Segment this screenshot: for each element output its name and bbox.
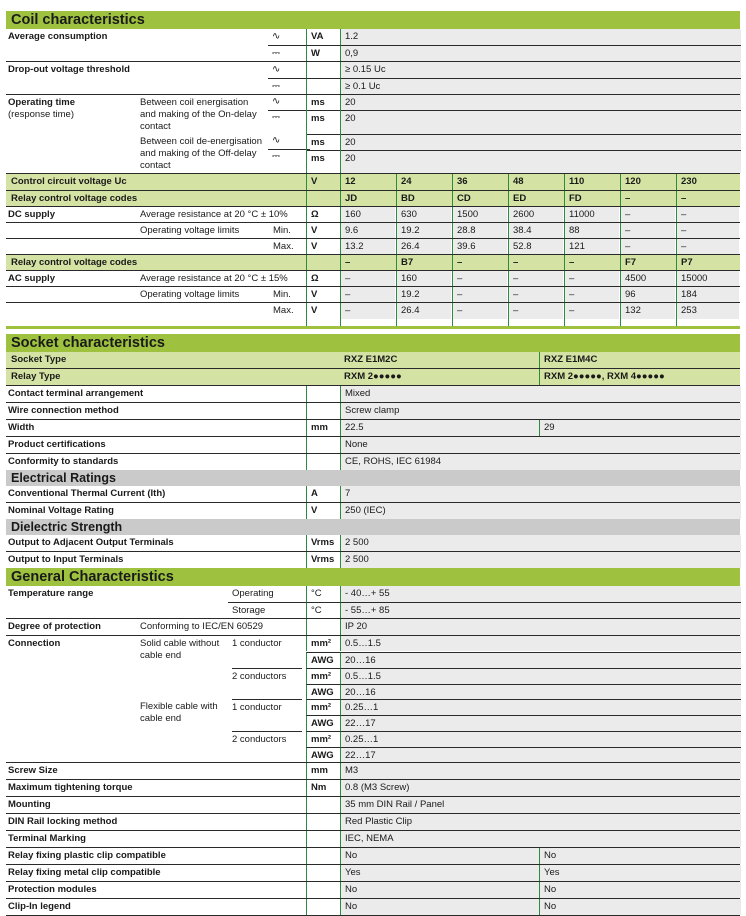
cell: 36 [452, 174, 507, 190]
line: Between coil de-energisation [140, 136, 262, 147]
row-average-consumption-ac [6, 29, 740, 45]
label: Socket Type [11, 354, 67, 365]
unit: V [306, 287, 340, 303]
cell: – [508, 271, 563, 287]
sub-label: Average resistance at 20 °C ± 10% [140, 209, 288, 220]
value: No [340, 848, 540, 864]
unit: mm² [306, 668, 340, 684]
row-ac-resistance [6, 270, 740, 287]
value: 0.5…1.5 [340, 668, 741, 684]
relay-type-2: RXM 2●●●●●, RXM 4●●●●● [539, 369, 665, 385]
unit: V [306, 223, 340, 239]
line: contact [140, 121, 171, 132]
general-rows [6, 762, 740, 915]
table-row [6, 830, 740, 847]
cell: 24 [396, 174, 451, 190]
value: 22…17 [340, 715, 741, 731]
value: 0.8 (M3 Screw) [340, 780, 741, 796]
cell: CD [452, 191, 507, 207]
cell: P7 [676, 255, 739, 271]
value: Yes [340, 865, 540, 881]
row-label: Terminal Marking [8, 833, 86, 844]
value: IEC, NEMA [340, 831, 741, 847]
row-operating-time [6, 94, 740, 173]
solid-cable-label [140, 638, 219, 662]
ac-icon: ∿ [272, 135, 281, 146]
unit [306, 814, 340, 830]
line: and making of the On-delay [140, 109, 257, 120]
value: 1.2 [340, 29, 741, 45]
table-row [6, 486, 740, 502]
unit [306, 454, 340, 470]
label: Degree of protection [8, 621, 101, 632]
value: No [340, 899, 540, 915]
line: Flexible cable with [140, 701, 218, 712]
row-label: Relay fixing plastic clip compatible [8, 850, 166, 861]
table-row [6, 762, 740, 779]
unit: ms [307, 150, 340, 173]
row-socket-type [6, 352, 740, 368]
table-row [6, 881, 740, 898]
value: ≥ 0.15 Uc [340, 62, 741, 78]
cell: – [452, 303, 507, 319]
unit [306, 437, 340, 453]
value-2: 29 [539, 420, 741, 436]
unit: AWG [306, 715, 340, 731]
ac-icon: ∿ [272, 64, 281, 75]
cell: 120 [620, 174, 675, 190]
cell: 184 [676, 287, 739, 303]
cell: – [508, 255, 563, 271]
cell: 110 [564, 174, 619, 190]
cell: 13.2 [340, 239, 395, 255]
socket-type-1: RXZ E1M2C [344, 354, 398, 365]
sub-label: Operating voltage limits [140, 225, 240, 236]
value: 20…16 [340, 652, 741, 668]
flexible-cable-label [140, 701, 218, 725]
label-line2: (response time) [8, 109, 74, 120]
table-row [6, 453, 740, 470]
sub-label: Operating voltage limits [140, 289, 240, 300]
line: cable end [140, 650, 182, 661]
unit [306, 191, 340, 207]
value: 0.5…1.5 [340, 636, 741, 651]
table-row [6, 502, 740, 519]
unit: Vrms [306, 535, 340, 551]
unit: ms [307, 134, 340, 150]
value: 20…16 [340, 684, 741, 700]
value: 7 [340, 486, 741, 502]
value: ≥ 0.1 Uc [340, 78, 741, 95]
min-max-label: Min. [273, 289, 291, 300]
unit: Nm [306, 780, 340, 796]
cell: – [676, 207, 739, 223]
row-label: Protection modules [8, 884, 97, 895]
table-row [6, 898, 740, 915]
label: Connection [8, 638, 61, 649]
table-row [6, 864, 740, 881]
label: Control circuit voltage Uc [11, 176, 127, 187]
unit: mm² [306, 731, 340, 747]
unit [306, 831, 340, 847]
subsection-electrical-ratings: Electrical Ratings [6, 470, 740, 486]
row-label: Conformity to standards [8, 456, 119, 467]
line: and making of the Off-delay [140, 148, 257, 159]
value: Mixed [340, 386, 741, 402]
cell: 19.2 [396, 287, 451, 303]
table-row [6, 796, 740, 813]
row-dropout-ac [6, 61, 740, 78]
conductor-label: 2 conductors [232, 731, 302, 748]
row-ac-min [6, 286, 740, 303]
cell: BD [396, 191, 451, 207]
sub-label: Average resistance at 20 °C ± 15% [140, 273, 288, 284]
line: contact [140, 160, 171, 171]
table-row [6, 402, 740, 419]
row-label: Width [8, 422, 35, 433]
cell: 160 [340, 207, 395, 223]
cell: – [564, 271, 619, 287]
cell: 48 [508, 174, 563, 190]
conductor-label: 1 conductor [232, 699, 302, 716]
table-row [6, 779, 740, 796]
value: 0.25…1 [340, 699, 741, 715]
value-column [340, 95, 741, 173]
subsection-dielectric-strength: Dielectric Strength [6, 519, 740, 535]
sub-label: Conforming to IEC/EN 60529 [140, 621, 264, 632]
cell: ED [508, 191, 563, 207]
value: 2 500 [340, 535, 741, 551]
row-average-consumption-dc [6, 45, 740, 61]
table-row [6, 436, 740, 453]
cell: 230 [676, 174, 739, 190]
row-label: Output to Input Terminals [8, 554, 124, 565]
electrical-rows [6, 486, 740, 519]
cell: 132 [620, 303, 675, 319]
row-temperature-storage [6, 602, 740, 618]
value-2: No [539, 848, 741, 864]
cell: – [620, 239, 675, 255]
ac-icon: ∿ [272, 31, 281, 42]
coil-voltage-table [6, 173, 740, 326]
dielectric-rows [6, 535, 740, 568]
sub-label: Storage [228, 602, 306, 619]
cell: B7 [396, 255, 451, 271]
cell: JD [340, 191, 395, 207]
value: 20 [341, 134, 741, 150]
row-label: Output to Adjacent Output Terminals [8, 537, 174, 548]
table-row [6, 551, 740, 568]
value-2: No [539, 882, 741, 898]
dc-icon: ⎓ [268, 110, 310, 125]
unit: A [306, 486, 340, 502]
label [8, 97, 75, 121]
cell: 9.6 [340, 223, 395, 239]
row-label: Maximum tightening torque [8, 782, 133, 793]
row-temperature-operating [6, 586, 740, 602]
row-label: Clip-In legend [8, 901, 71, 912]
unit: mm² [306, 699, 340, 715]
row-dc-min [6, 222, 740, 239]
unit [306, 899, 340, 915]
cell: 4500 [620, 271, 675, 287]
sub-label: Operating [232, 588, 274, 599]
label: Temperature range [8, 588, 94, 599]
conductor-label: 1 conductor [232, 638, 282, 649]
min-max-label: Max. [273, 305, 294, 316]
cell: – [340, 287, 395, 303]
unit: AWG [306, 747, 340, 763]
value: 35 mm DIN Rail / Panel [340, 797, 741, 813]
value: 22…17 [340, 747, 741, 763]
section-coil-characteristics: Coil characteristics [6, 11, 740, 29]
row-label: Wire connection method [8, 405, 119, 416]
unit: V [306, 303, 340, 319]
unit-empty [306, 62, 340, 78]
cell: – [564, 255, 619, 271]
line: cable end [140, 713, 182, 724]
cell: 253 [676, 303, 739, 319]
row-label: Mounting [8, 799, 51, 810]
value: No [340, 882, 540, 898]
cell: F7 [620, 255, 675, 271]
table-row [6, 535, 740, 551]
label: Drop-out voltage threshold [8, 64, 130, 75]
unit: Vrms [306, 552, 340, 568]
value: IP 20 [340, 619, 741, 635]
table-row [6, 419, 740, 436]
row-dc-resistance [6, 206, 740, 223]
cell: 121 [564, 239, 619, 255]
unit: VA [306, 29, 340, 45]
row-label: DIN Rail locking method [8, 816, 118, 827]
cell: – [620, 223, 675, 239]
unit: W [306, 45, 340, 62]
cell: 160 [396, 271, 451, 287]
row-label: Relay fixing metal clip compatible [8, 867, 161, 878]
line: Between coil energisation [140, 97, 249, 108]
row-dropout-dc [6, 78, 740, 94]
value: 20 [345, 97, 356, 108]
label: Relay control voltage codes [11, 257, 138, 268]
unit [306, 386, 340, 402]
cell: – [508, 303, 563, 319]
cell: – [340, 255, 395, 271]
cell: 2600 [508, 207, 563, 223]
relay-type-1: RXM 2●●●●● [344, 371, 402, 382]
value-2: No [539, 899, 741, 915]
cell: 11000 [564, 207, 619, 223]
label: AC supply [8, 273, 55, 284]
row-control-voltage [6, 174, 740, 190]
unit: mm² [306, 636, 340, 651]
value: - 40…+ 55 [340, 586, 741, 602]
label-line1: Operating time [8, 97, 76, 108]
conductor-label: 2 conductors [232, 668, 302, 685]
unit [306, 403, 340, 419]
dc-icon: ⎓ [268, 45, 310, 62]
cell: 96 [620, 287, 675, 303]
cell: 630 [396, 207, 451, 223]
label: Average consumption [8, 31, 108, 42]
unit: V [306, 239, 340, 255]
unit-empty [306, 619, 340, 635]
row-ac-max [6, 302, 740, 319]
unit: Ω [306, 271, 340, 287]
unit: °C [306, 586, 340, 602]
value: CE, ROHS, IEC 61984 [340, 454, 741, 470]
unit: V [306, 503, 340, 519]
cell: 12 [340, 174, 395, 190]
cell: 38.4 [508, 223, 563, 239]
value: 20 [341, 150, 741, 173]
row-relay-type [6, 368, 740, 385]
row-degree-of-protection [6, 618, 740, 635]
unit: Ω [306, 207, 340, 223]
dc-icon: ⎓ [268, 78, 310, 95]
table-row [6, 813, 740, 830]
cell: – [620, 191, 675, 207]
unit [306, 882, 340, 898]
unit: °C [306, 602, 340, 619]
unit [306, 255, 340, 271]
cell: 88 [564, 223, 619, 239]
cell: – [620, 207, 675, 223]
unit: mm [306, 420, 340, 436]
cell: – [340, 271, 395, 287]
unit [306, 865, 340, 881]
filler [306, 318, 740, 326]
cell: – [508, 287, 563, 303]
value: None [340, 437, 741, 453]
value: 20 [341, 110, 741, 134]
value: Red Plastic Clip [340, 814, 741, 830]
value: 22.5 [340, 420, 540, 436]
label: Relay control voltage codes [11, 193, 138, 204]
unit [306, 797, 340, 813]
row-label: Screw Size [8, 765, 58, 776]
value: - 55…+ 85 [340, 602, 741, 619]
table-row [6, 847, 740, 864]
cell: 26.4 [396, 239, 451, 255]
section-socket-characteristics: Socket characteristics [6, 334, 740, 352]
cell: – [564, 287, 619, 303]
label: DC supply [8, 209, 55, 220]
cell: 15000 [676, 271, 739, 287]
row-dc-max [6, 238, 740, 255]
cell: – [676, 191, 739, 207]
unit: mm [306, 763, 340, 779]
row-connection [6, 635, 740, 762]
cell: – [340, 303, 395, 319]
section-general-characteristics: General Characteristics [6, 568, 740, 586]
unit: AWG [306, 684, 340, 700]
row-dc-codes [6, 190, 740, 207]
value-2: Yes [539, 865, 741, 881]
ac-icon: ∿ [272, 96, 281, 107]
cell: 1500 [452, 207, 507, 223]
off-delay-label [140, 136, 262, 172]
value: 250 (IEC) [340, 503, 741, 519]
row-label: Contact terminal arrangement [8, 388, 144, 399]
datasheet [6, 11, 740, 916]
cell: FD [564, 191, 619, 207]
unit-column [306, 95, 340, 173]
cell: – [452, 255, 507, 271]
row-label: Conventional Thermal Current (Ith) [8, 488, 166, 499]
min-max-label: Min. [273, 225, 291, 236]
row-label: Nominal Voltage Rating [8, 505, 114, 516]
row-ac-codes [6, 254, 740, 271]
unit: ms [307, 110, 340, 134]
label: Relay Type [11, 371, 61, 382]
dc-icon: ⎓ [268, 149, 310, 164]
value: 0,9 [340, 45, 741, 62]
cell: – [676, 239, 739, 255]
cell: – [676, 223, 739, 239]
unit: ms [311, 97, 325, 108]
value: Screw clamp [340, 403, 741, 419]
cell: – [564, 303, 619, 319]
row-label: Product certifications [8, 439, 106, 450]
cell: 26.4 [396, 303, 451, 319]
cell: – [452, 287, 507, 303]
cell: 52.8 [508, 239, 563, 255]
table-row [6, 385, 740, 402]
cell: – [452, 271, 507, 287]
value: 0.25…1 [340, 731, 741, 747]
cell: 19.2 [396, 223, 451, 239]
value: 2 500 [340, 552, 741, 568]
cell: 28.8 [452, 223, 507, 239]
socket-rows [6, 385, 740, 470]
unit [306, 848, 340, 864]
min-max-label: Max. [273, 241, 294, 252]
socket-type-2: RXZ E1M4C [539, 352, 597, 368]
on-delay-label [140, 97, 257, 133]
unit-empty [306, 78, 340, 95]
line: Solid cable without [140, 638, 220, 649]
unit: AWG [306, 652, 340, 668]
cell: 39.6 [452, 239, 507, 255]
unit: V [306, 174, 340, 190]
value: M3 [340, 763, 741, 779]
